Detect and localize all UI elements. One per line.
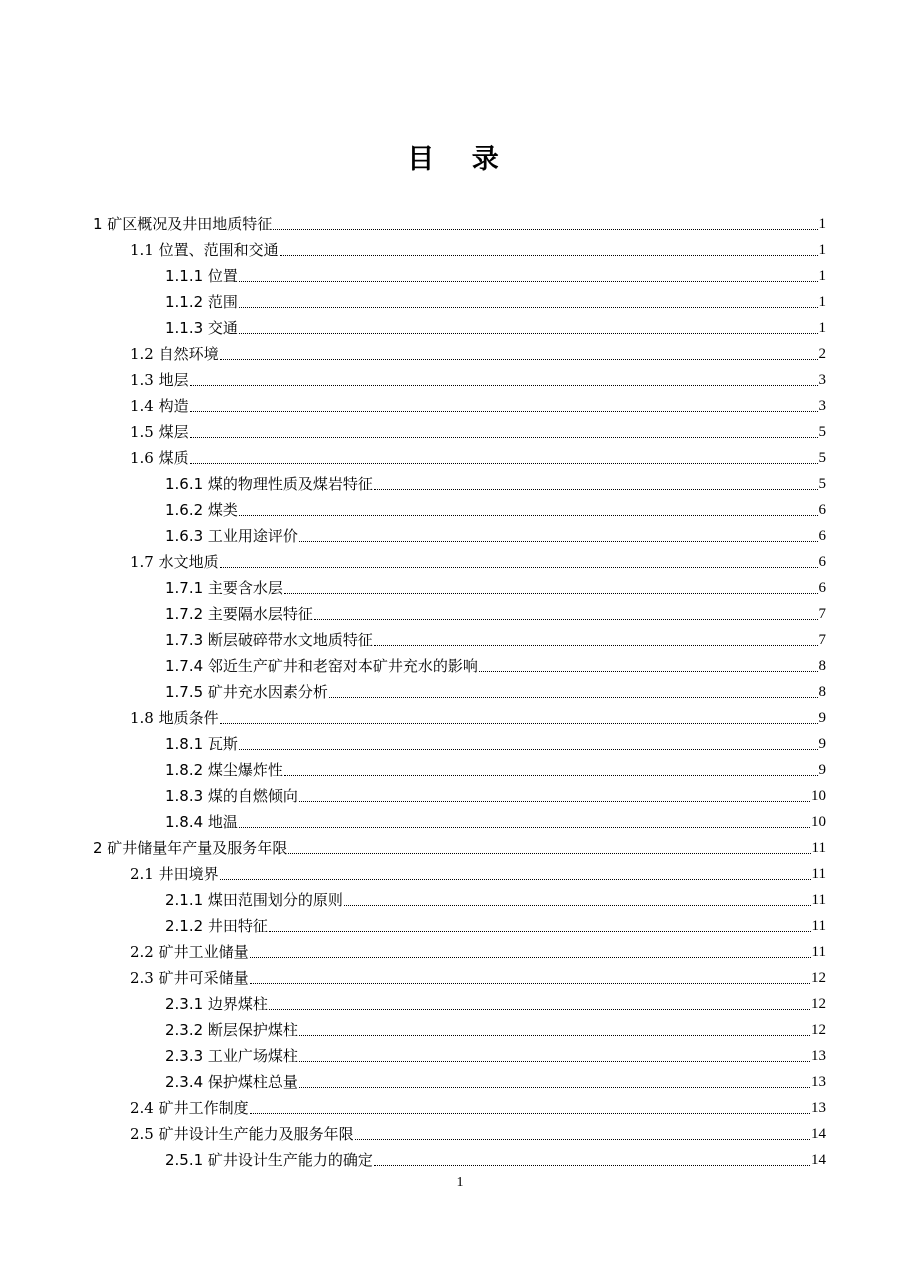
toc-entry-page: 11: [811, 840, 826, 856]
toc-entry-title: 1.6 煤质: [130, 449, 189, 467]
toc-leader-dots: [190, 437, 818, 438]
toc-entry-title: 1.4 构造: [130, 397, 189, 415]
toc-entry[interactable]: [93, 523, 826, 549]
toc-entry-page: 7: [818, 606, 826, 622]
toc-leader-dots: [280, 255, 818, 256]
toc-leader-dots: [273, 229, 817, 230]
toc-entry-page: 9: [818, 736, 826, 752]
toc-leader-dots: [299, 541, 818, 542]
toc-entry-page: 1: [818, 294, 826, 310]
toc-entry-page: 11: [811, 866, 826, 882]
toc-entry[interactable]: [93, 731, 826, 757]
toc-entry[interactable]: [93, 1069, 826, 1095]
toc-leader-dots: [314, 619, 818, 620]
toc-leader-dots: [250, 983, 810, 984]
toc-entry-title: 1.1 位置、范围和交通: [130, 241, 279, 259]
toc-leader-dots: [299, 801, 810, 802]
toc-entry[interactable]: [93, 1147, 826, 1173]
toc-entry-title: 1.8.2 煤尘爆炸性: [165, 761, 283, 779]
toc-entry-page: 6: [818, 528, 826, 544]
toc-leader-dots: [190, 463, 818, 464]
toc-entry-page: 1: [818, 268, 826, 284]
toc-entry[interactable]: [93, 809, 826, 835]
toc-entry-title: 1.5 煤层: [130, 423, 189, 441]
toc-entry[interactable]: [93, 445, 826, 471]
toc-leader-dots: [374, 645, 818, 646]
toc-entry-title: 1.7.5 矿井充水因素分析: [165, 683, 328, 701]
toc-entry[interactable]: [93, 913, 826, 939]
toc-leader-dots: [299, 1061, 810, 1062]
toc-entry[interactable]: [93, 965, 826, 991]
toc-entry-page: 6: [818, 502, 826, 518]
toc-leader-dots: [479, 671, 818, 672]
toc-entry-page: 12: [811, 1022, 826, 1038]
toc-entry-page: 5: [818, 424, 826, 440]
toc-leader-dots: [288, 853, 810, 854]
toc-entry-title: 1.7 水文地质: [130, 553, 219, 571]
toc-entry-title: 1.6.1 煤的物理性质及煤岩特征: [165, 475, 373, 493]
toc-leader-dots: [250, 957, 811, 958]
toc-entry-page: 6: [818, 580, 826, 596]
toc-entry[interactable]: [93, 679, 826, 705]
toc-leader-dots: [190, 385, 818, 386]
toc-entry[interactable]: [93, 783, 826, 809]
toc-entry-title: 1.3 地层: [130, 371, 189, 389]
toc-entry-title: 2 矿井储量年产量及服务年限: [93, 839, 288, 857]
toc-entry[interactable]: [93, 601, 826, 627]
toc-entry-page: 3: [818, 372, 826, 388]
toc-entry[interactable]: [93, 861, 826, 887]
toc-entry-page: 14: [811, 1152, 826, 1168]
toc-entry-title: 1.8.4 地温: [165, 813, 238, 831]
toc-entry[interactable]: [93, 237, 826, 263]
toc-entry-title: 1.6.2 煤类: [165, 501, 238, 519]
toc-entry-page: 11: [811, 944, 826, 960]
toc-leader-dots: [239, 515, 818, 516]
toc-leader-dots: [299, 1035, 810, 1036]
toc-entry[interactable]: [93, 1043, 826, 1069]
toc-entry-title: 1.7.3 断层破碎带水文地质特征: [165, 631, 373, 649]
toc-entry-page: 2: [818, 346, 826, 362]
toc-entry-page: 8: [818, 658, 826, 674]
toc-entry[interactable]: [93, 757, 826, 783]
toc-entry-page: 11: [811, 918, 826, 934]
toc-entry-page: 9: [818, 762, 826, 778]
toc-leader-dots: [284, 775, 818, 776]
toc-entry-page: 11: [811, 892, 826, 908]
toc-entry[interactable]: [93, 1121, 826, 1147]
toc-entry-title: 2.1.1 煤田范围划分的原则: [165, 891, 343, 909]
toc-entry-page: 12: [811, 996, 826, 1012]
toc-leader-dots: [239, 749, 818, 750]
toc-entry[interactable]: [93, 887, 826, 913]
toc-entry-page: 12: [811, 970, 826, 986]
toc-entry-page: 13: [811, 1100, 826, 1116]
toc-leader-dots: [239, 827, 810, 828]
toc-entry-title: 1.8.3 煤的自燃倾向: [165, 787, 298, 805]
toc-entry-title: 2.5.1 矿井设计生产能力的确定: [165, 1151, 373, 1169]
toc-entry-title: 2.3 矿井可采储量: [130, 969, 249, 987]
toc-entry-page: 3: [818, 398, 826, 414]
toc-entry-page: 7: [818, 632, 826, 648]
toc-entry[interactable]: [93, 627, 826, 653]
toc-entry-page: 1: [818, 320, 826, 336]
toc-leader-dots: [220, 723, 818, 724]
toc-leader-dots: [220, 359, 818, 360]
toc-entry-title: 2.1 井田境界: [130, 865, 219, 883]
toc-entry[interactable]: [93, 575, 826, 601]
toc-leader-dots: [284, 593, 818, 594]
toc-entry-page: 10: [811, 788, 826, 804]
toc-entry-title: 2.3.4 保护煤柱总量: [165, 1073, 298, 1091]
toc-entry[interactable]: [93, 289, 826, 315]
toc-entry[interactable]: [93, 1017, 826, 1043]
toc-entry-title: 1.1.3 交通: [165, 319, 238, 337]
toc-entry[interactable]: [93, 471, 826, 497]
toc-entry[interactable]: [93, 939, 826, 965]
toc-entry-title: 2.1.2 井田特征: [165, 917, 268, 935]
toc-entry-title: 1.1.2 范围: [165, 293, 238, 311]
toc-entry-title: 2.3.2 断层保护煤柱: [165, 1021, 298, 1039]
toc-leader-dots: [355, 1139, 810, 1140]
toc-entry-title: 2.5 矿井设计生产能力及服务年限: [130, 1125, 354, 1143]
toc-leader-dots: [269, 1009, 810, 1010]
toc-leader-dots: [374, 489, 818, 490]
toc-entry-page: 5: [818, 450, 826, 466]
toc-entry[interactable]: [93, 653, 826, 679]
toc-entry-title: 2.3.1 边界煤柱: [165, 995, 268, 1013]
toc-leader-dots: [220, 567, 818, 568]
toc-entry-title: 1.6.3 工业用途评价: [165, 527, 298, 545]
toc-entry[interactable]: [93, 549, 826, 575]
toc-entry-page: 9: [818, 710, 826, 726]
toc-entry-page: 6: [818, 554, 826, 570]
toc-leader-dots: [239, 307, 818, 308]
toc-leader-dots: [239, 333, 818, 334]
toc-entry[interactable]: [93, 705, 826, 731]
toc-entry[interactable]: [93, 497, 826, 523]
page-number: 1: [456, 1175, 464, 1190]
toc-entry-title: 1.1.1 位置: [165, 267, 238, 285]
toc-entry-title: 1.8 地质条件: [130, 709, 219, 727]
table-of-contents: [93, 211, 826, 1173]
toc-entry-page: 1: [818, 216, 826, 232]
toc-entry[interactable]: [93, 341, 826, 367]
toc-entry[interactable]: [93, 835, 826, 861]
toc-leader-dots: [299, 1087, 810, 1088]
toc-leader-dots: [269, 931, 811, 932]
toc-entry-title: 1.7.1 主要含水层: [165, 579, 283, 597]
toc-leader-dots: [190, 411, 818, 412]
toc-leader-dots: [374, 1165, 810, 1166]
toc-entry-page: 13: [811, 1048, 826, 1064]
toc-entry-page: 5: [818, 476, 826, 492]
toc-entry[interactable]: [93, 211, 826, 237]
toc-entry-title: 1.2 自然环境: [130, 345, 219, 363]
toc-entry-title: 1.8.1 瓦斯: [165, 735, 238, 753]
toc-leader-dots: [329, 697, 818, 698]
toc-entry-title: 1.7.4 邻近生产矿井和老窑对本矿井充水的影响: [165, 657, 478, 675]
toc-entry-page: 1: [818, 242, 826, 258]
toc-entry-page: 8: [818, 684, 826, 700]
toc-leader-dots: [239, 281, 818, 282]
toc-entry-title: 2.3.3 工业广场煤柱: [165, 1047, 298, 1065]
toc-entry-page: 13: [811, 1074, 826, 1090]
toc-entry-title: 2.2 矿井工业储量: [130, 943, 249, 961]
toc-entry-title: 1 矿区概况及井田地质特征: [93, 215, 273, 233]
toc-entry[interactable]: [93, 991, 826, 1017]
toc-entry[interactable]: [93, 263, 826, 289]
toc-entry[interactable]: [93, 1095, 826, 1121]
toc-entry[interactable]: [93, 367, 826, 393]
toc-entry-title: 2.4 矿井工作制度: [130, 1099, 249, 1117]
toc-leader-dots: [344, 905, 811, 906]
toc-entry-title: 1.7.2 主要隔水层特征: [165, 605, 313, 623]
toc-leader-dots: [250, 1113, 810, 1114]
toc-leader-dots: [220, 879, 811, 880]
toc-entry[interactable]: [93, 315, 826, 341]
toc-entry-page: 14: [811, 1126, 826, 1142]
page-title: 目 录: [407, 144, 513, 175]
toc-entry-page: 10: [811, 814, 826, 830]
toc-entry[interactable]: [93, 393, 826, 419]
toc-entry[interactable]: [93, 419, 826, 445]
